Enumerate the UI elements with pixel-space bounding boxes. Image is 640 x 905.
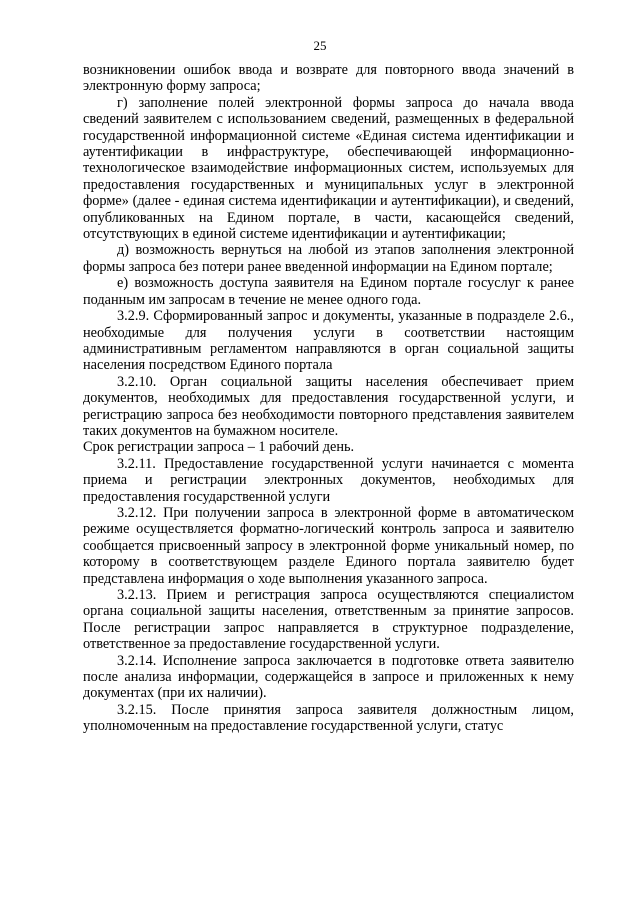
paragraph: 3.2.11. Предоставление государственной услуги начинается с момента приема и регистрации электронных документов, необходимых для предоставления государственной услуги [83, 455, 574, 505]
paragraph: д) возможность вернуться на любой из этапов заполнения электронной формы запроса без потери ранее введенной информации на Едином портале; [83, 242, 574, 275]
paragraph: 3.2.10. Орган социальной защиты населения обеспечивает прием документов, необходимых для предоставления государственной услуги, и регистрацию запроса без необходимости повторного представления заявителем таких документов на бумажном носителе. [83, 373, 574, 439]
paragraph: г) заполнение полей электронной формы запроса до начала ввода сведений заявителем с использованием сведений, размещенных в федеральной государственной информационной системе «Единая система идентификации и аутентификации в инфраструктуре, обеспечивающей информационно-технологическое взаимодействие информационных систем, используемых для предоставления государственных и муниципальных услуг в электронной форме» (далее - единая система идентификации и аутентификации), и сведений, опубликованных на Едином портале, в части, касающейся сведений, отсутствующих в единой системе идентификации и аутентификации; [83, 94, 574, 243]
page-number: 25 [313, 38, 327, 53]
paragraph: 3.2.12. При получении запроса в электронной форме в автоматическом режиме осуществляется форматно-логический контроль запроса и заявителю сообщается присвоенный запросу в электронной форме уникальный номер, по которому в соответствующем разделе Единого портала заявителю будет представлена информация о ходе выполнения указанного запроса. [83, 504, 574, 587]
paragraph: возникновении ошибок ввода и возврате для повторного ввода значений в электронную форму запроса; [83, 62, 574, 95]
paragraph: Срок регистрации запроса – 1 рабочий день. [83, 439, 355, 456]
paragraph: е) возможность доступа заявителя на Едином портале госуслуг к ранее поданным им запросам в течение не менее одного года. [83, 275, 574, 308]
document-body [83, 62, 574, 735]
paragraph: 3.2.9. Сформированный запрос и документы, указанные в подразделе 2.6., необходимые для получения услуги в соответствии настоящим административным регламентом направляются в орган социальной защиты населения посредством Единого портала [83, 308, 574, 374]
paragraph: 3.2.14. Исполнение запроса заключается в подготовке ответа заявителю после анализа информации, содержащейся в запросе и приложенных к нему документах (при их наличии). [83, 652, 574, 702]
paragraph: 3.2.15. После принятия запроса заявителя должностным лицом, уполномоченным на предоставление государственной услуги, статус [83, 701, 574, 735]
paragraph: 3.2.13. Прием и регистрация запроса осуществляются специалистом органа социальной защиты населения, ответственным за принятие запросов. После регистрации запрос направляется в структурное подразделение, ответственное за предоставление государственной услуги. [83, 587, 574, 653]
